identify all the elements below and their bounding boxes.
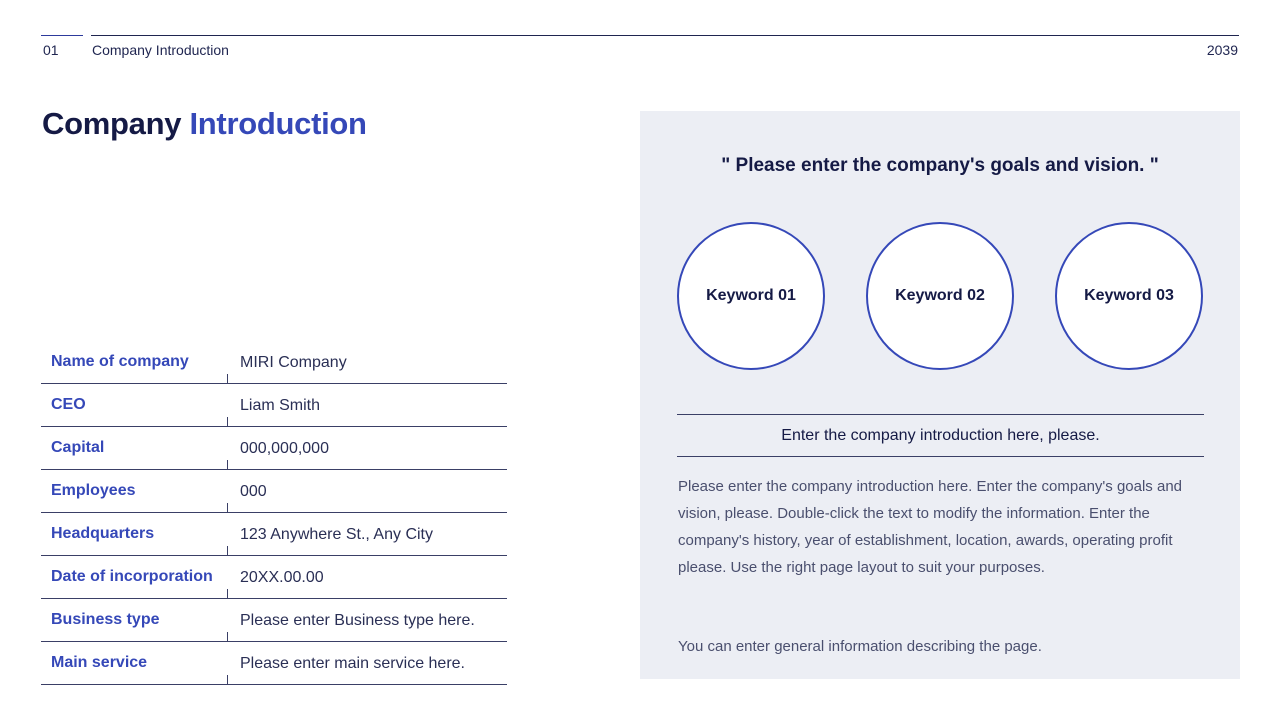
- row-value[interactable]: 000,000,000: [240, 440, 329, 457]
- keyword-circle-3[interactable]: [1055, 222, 1203, 370]
- row-divider: [227, 374, 228, 383]
- vision-panel: [640, 111, 1240, 679]
- row-divider: [227, 632, 228, 641]
- row-divider: [227, 589, 228, 598]
- row-divider: [227, 460, 228, 469]
- table-row: [41, 513, 507, 556]
- row-label: Headquarters: [51, 525, 155, 542]
- row-label: Main service: [51, 654, 148, 671]
- intro-top-rule: [677, 414, 1204, 415]
- row-value[interactable]: 20XX.00.00: [240, 569, 324, 586]
- header-year: 2039: [1206, 42, 1238, 58]
- row-label: Employees: [51, 482, 136, 499]
- table-row: [41, 470, 507, 513]
- intro-body-text[interactable]: Please enter the company introduction here. Enter the company's goals and vision, please. Double-click the text to modify the information. Enter the company's history, year of establishment, location, awards, operating profit please. Use the right page layout to suit your purposes.: [678, 478, 1183, 576]
- page-title-accent: Introduction: [189, 106, 367, 141]
- header-rule: [91, 35, 1239, 36]
- keyword-circle-2[interactable]: [866, 222, 1014, 370]
- table-row: [41, 642, 507, 685]
- keyword-label: Keyword 01: [706, 287, 796, 304]
- table-row: [41, 427, 507, 470]
- row-label: Business type: [51, 611, 160, 628]
- row-value[interactable]: Please enter main service here.: [240, 655, 465, 672]
- row-divider: [227, 503, 228, 512]
- keyword-circle-1[interactable]: [677, 222, 825, 370]
- row-label: Name of company: [51, 353, 189, 370]
- row-value[interactable]: Liam Smith: [240, 397, 321, 414]
- table-row: [41, 599, 507, 642]
- table-row: [41, 556, 507, 599]
- company-info-table: [41, 341, 507, 685]
- footnote-text[interactable]: You can enter general information describing the page.: [678, 638, 1042, 655]
- page-title-dark: Company: [42, 106, 182, 141]
- header-accent-line: [41, 35, 83, 36]
- row-label: CEO: [51, 396, 86, 413]
- intro-heading[interactable]: Enter the company introduction here, please.: [781, 427, 1100, 444]
- section-title: Company Introduction: [92, 42, 229, 58]
- goal-statement[interactable]: " Please enter the company's goals and vision. ": [721, 155, 1159, 176]
- row-divider: [227, 417, 228, 426]
- row-label: Date of incorporation: [51, 568, 213, 585]
- row-value[interactable]: Please enter Business type here.: [240, 612, 475, 629]
- row-divider: [227, 675, 228, 684]
- row-value[interactable]: 123 Anywhere St., Any City: [240, 526, 433, 543]
- keyword-label: Keyword 02: [895, 287, 985, 304]
- table-row: [41, 341, 507, 384]
- row-divider: [227, 546, 228, 555]
- page-title: [42, 106, 367, 142]
- row-value[interactable]: MIRI Company: [240, 354, 347, 371]
- intro-bottom-rule: [677, 456, 1204, 457]
- row-value[interactable]: 000: [240, 483, 267, 500]
- row-label: Capital: [51, 439, 105, 456]
- page-number: 01: [43, 42, 59, 58]
- table-row: [41, 384, 507, 427]
- keyword-label: Keyword 03: [1084, 287, 1174, 304]
